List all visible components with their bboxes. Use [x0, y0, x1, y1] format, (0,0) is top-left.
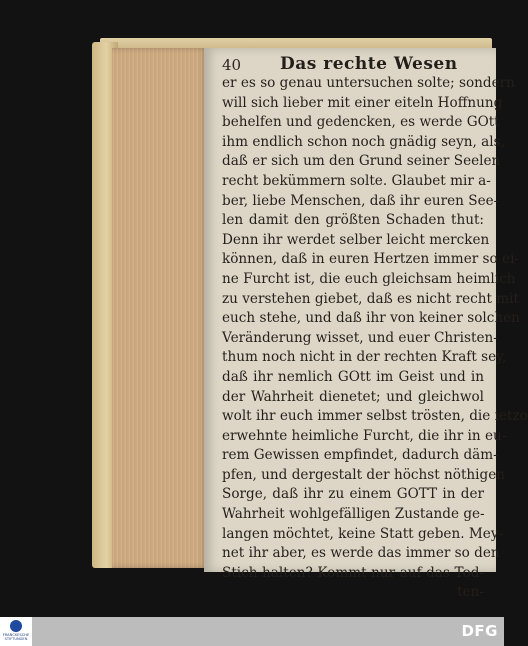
- text-line: Wahrheit wohlgefälligen Zustande ge-: [222, 506, 485, 523]
- franckesche-stiftungen-logo: [0, 617, 32, 646]
- text-line: Stich halten? Kommt nur auf das Tod-: [222, 564, 484, 581]
- text-line: recht bekümmern solte. Glaubet mir a-: [222, 172, 491, 189]
- text-line: wolt ihr euch immer selbst trösten, die ietzo: [222, 408, 528, 425]
- text-line: will sich lieber mit einer eiteln Hoffnung: [222, 94, 503, 111]
- page-header: [222, 54, 484, 76]
- text-line: rem Gewissen empfindet, dadurch däm-: [222, 447, 498, 464]
- text-line: thum noch nicht in der rechten Kraft sey,: [222, 349, 507, 366]
- text-line: ihm endlich schon noch gnädig seyn, als,: [222, 133, 505, 150]
- text-line: langen möchtet, keine Statt geben. Mey-: [222, 525, 504, 542]
- text-line: daß er sich um den Grund seiner Seelen: [222, 153, 501, 170]
- text-line: Sorge, daß ihr zu einem GOTT in der: [222, 486, 484, 503]
- running-head: Das rechte Wesen: [280, 54, 458, 74]
- footer-bar: [0, 617, 504, 646]
- text-block: [222, 74, 528, 603]
- text-line: behelfen und gedencken, es werde GOtt: [222, 114, 500, 131]
- page-edges: [112, 48, 208, 568]
- text-line: ber, liebe Menschen, daß ihr euren See-: [222, 192, 499, 209]
- book-page: [204, 48, 528, 601]
- dfg-logo: DFG: [461, 622, 498, 640]
- book: [92, 38, 528, 601]
- text-line: Denn ihr werdet selber leicht mercken: [222, 231, 490, 248]
- text-line: len damit den größten Schaden thut:: [222, 212, 484, 229]
- text-line: er es so genau untersuchen solte; sondern: [222, 75, 515, 91]
- text-line: daß ihr nemlich GOtt im Geist und in: [222, 368, 484, 385]
- text-line: euch stehe, und daß ihr von keiner solchen: [222, 310, 520, 327]
- text-line: erwehnte heimliche Furcht, die ihr in eu-: [222, 427, 507, 444]
- text-line: net ihr aber, es werde das immer so den: [222, 545, 500, 562]
- text-line: zu verstehen giebet, daß es nicht recht mit: [222, 290, 519, 307]
- text-line: können, daß in euren Hertzen immer so ei-: [222, 251, 520, 268]
- text-line: der Wahrheit dienetet; und gleichwol: [222, 388, 484, 405]
- text-line: ne Furcht ist, die euch gleichsam heimlich: [222, 270, 516, 287]
- text-line: Veränderung wisset, und euer Christen-: [222, 329, 498, 346]
- text-line: ten-: [457, 584, 484, 601]
- page-number: 40: [222, 56, 242, 74]
- text-line: pfen, und dergestalt der höchst nöthigen: [222, 466, 506, 483]
- logo-mark-icon: [10, 620, 22, 632]
- logo-label: FRANCKESCHE STIFTUNGEN: [2, 633, 30, 641]
